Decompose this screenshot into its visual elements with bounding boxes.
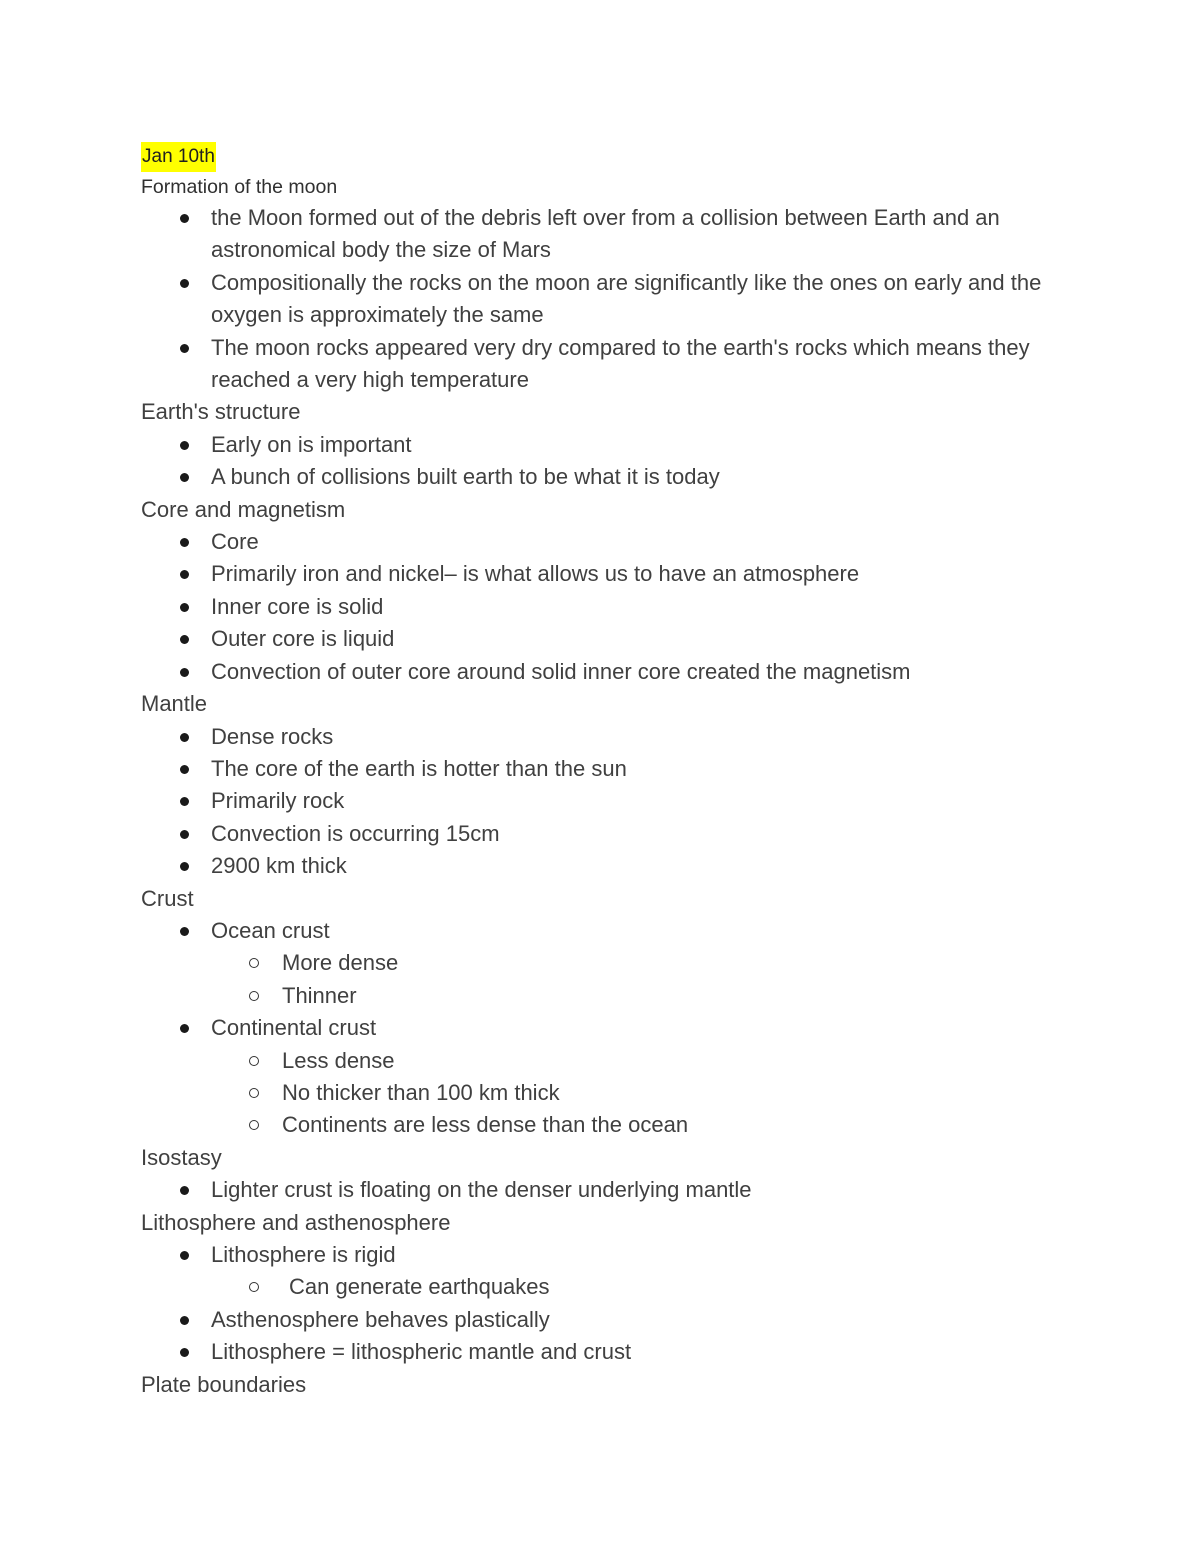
list-item (141, 332, 1071, 397)
list-item-text: Lithosphere is rigid (211, 1242, 396, 1267)
list-item-text: Ocean crust (211, 917, 330, 943)
mantle-list (141, 721, 1071, 883)
section-heading-crust: Crust (141, 885, 194, 911)
sub-list-item (141, 1045, 1071, 1077)
bullet-icon (180, 603, 189, 612)
list-item-text: Continental crust (211, 1015, 377, 1041)
hollow-bullet-icon (249, 1120, 259, 1130)
list-item-text: Lithosphere = lithospheric mantle and crust (211, 1339, 632, 1365)
list-item-text: Less dense (282, 1047, 395, 1073)
bullet-icon (180, 538, 189, 547)
list-item (141, 818, 1071, 850)
list-item (141, 721, 1071, 753)
hollow-bullet-icon (249, 991, 259, 1001)
list-item (141, 558, 1071, 590)
bullet-icon (180, 344, 189, 353)
list-item-text: Dense rocks (211, 723, 334, 749)
list-item-text: Can generate earthquakes (289, 1274, 550, 1300)
list-item-text: Primarily rock (211, 788, 345, 814)
list-item-text: 2900 km thick (211, 853, 347, 879)
list-item-text: Convection of outer core around solid inner core created the magnetism (211, 658, 911, 684)
list-item-text: Compositionally the rocks on the moon are significantly like the ones on early and the oxygen is approximately the same (211, 269, 1042, 328)
bullet-icon (180, 1316, 189, 1325)
bullet-icon (180, 1186, 189, 1195)
bullet-icon (180, 473, 189, 482)
bullet-icon (180, 1024, 189, 1033)
list-item-text: No thicker than 100 km thick (282, 1079, 560, 1105)
section-heading-plates: Plate boundaries (141, 1371, 307, 1397)
bullet-icon (180, 797, 189, 806)
section-heading-moon: Formation of the moon (141, 176, 338, 198)
list-item-text: Inner core is solid (211, 593, 384, 619)
list-item-text: Thinner (282, 982, 357, 1008)
section-heading-mantle: Mantle (141, 691, 208, 717)
hollow-bullet-icon (249, 958, 259, 968)
list-item-text: Lighter crust is floating on the denser underlying mantle (211, 1177, 752, 1203)
sub-list-item (141, 1077, 1071, 1109)
bullet-icon (180, 862, 189, 871)
lithosphere-list (141, 1239, 1071, 1369)
sub-list-item (141, 1271, 1071, 1303)
list-item (141, 1304, 1071, 1336)
list-item (141, 526, 1071, 558)
list-item (141, 753, 1071, 785)
list-item (141, 591, 1071, 623)
sub-list-item (141, 947, 1071, 979)
notes-page (141, 139, 1071, 1401)
crust-list (141, 915, 1071, 1142)
list-item-text: Asthenosphere behaves plastically (211, 1306, 550, 1332)
moon-list (141, 202, 1071, 396)
list-item (141, 1239, 1071, 1271)
list-item-text: A bunch of collisions built earth to be what it is today (211, 464, 720, 490)
sub-list-item (141, 980, 1071, 1012)
list-item-text: Continents are less dense than the ocean (282, 1112, 689, 1138)
bullet-icon (180, 635, 189, 644)
bullet-icon (180, 1348, 189, 1357)
sub-list-item (141, 1109, 1071, 1141)
bullet-icon (180, 279, 189, 288)
date-highlight (141, 139, 1071, 172)
list-item (141, 785, 1071, 817)
bullet-icon (180, 927, 189, 936)
list-item (141, 915, 1071, 947)
section-heading-core: Core and magnetism (141, 496, 346, 522)
bullet-icon (180, 1251, 189, 1260)
list-item-text: Early on is important (211, 431, 412, 457)
bullet-icon (180, 830, 189, 839)
bullet-icon (180, 765, 189, 774)
list-item-text: Outer core is liquid (211, 626, 395, 652)
list-item-text: Convection is occurring 15cm (211, 820, 500, 846)
list-item (141, 1336, 1071, 1368)
list-item (141, 429, 1071, 461)
bullet-icon (180, 668, 189, 677)
list-item-text: The core of the earth is hotter than the sun (211, 755, 627, 781)
list-item (141, 202, 1071, 267)
bullet-icon (180, 570, 189, 579)
list-item-text: The moon rocks appeared very dry compared to the earth's rocks which means they reached a very high temperature (211, 334, 1030, 393)
section-heading-structure: Earth's structure (141, 399, 301, 425)
list-item-text: More dense (282, 950, 399, 976)
list-item-text: the Moon formed out of the debris left over from a collision between Earth and an astronomical body the size of Mars (211, 205, 1000, 263)
list-item (141, 461, 1071, 493)
structure-list (141, 429, 1071, 494)
bullet-icon (180, 733, 189, 742)
isostasy-list (141, 1174, 1071, 1206)
hollow-bullet-icon (249, 1088, 259, 1098)
bullet-icon (180, 441, 189, 450)
list-item (141, 623, 1071, 655)
core-list (141, 526, 1071, 688)
list-item (141, 850, 1071, 882)
bullet-icon (180, 214, 189, 223)
list-item-text: Core (211, 529, 259, 555)
list-item (141, 267, 1071, 332)
list-item (141, 1012, 1071, 1044)
hollow-bullet-icon (249, 1282, 259, 1292)
list-item (141, 656, 1071, 688)
section-heading-lithosphere: Lithosphere and asthenosphere (141, 1209, 451, 1235)
section-heading-isostasy: Isostasy (141, 1144, 222, 1170)
date-label: Jan 10th (141, 142, 216, 172)
hollow-bullet-icon (249, 1056, 259, 1066)
list-item-text: Primarily iron and nickel– is what allows us to have an atmosphere (211, 561, 860, 587)
list-item (141, 1174, 1071, 1206)
